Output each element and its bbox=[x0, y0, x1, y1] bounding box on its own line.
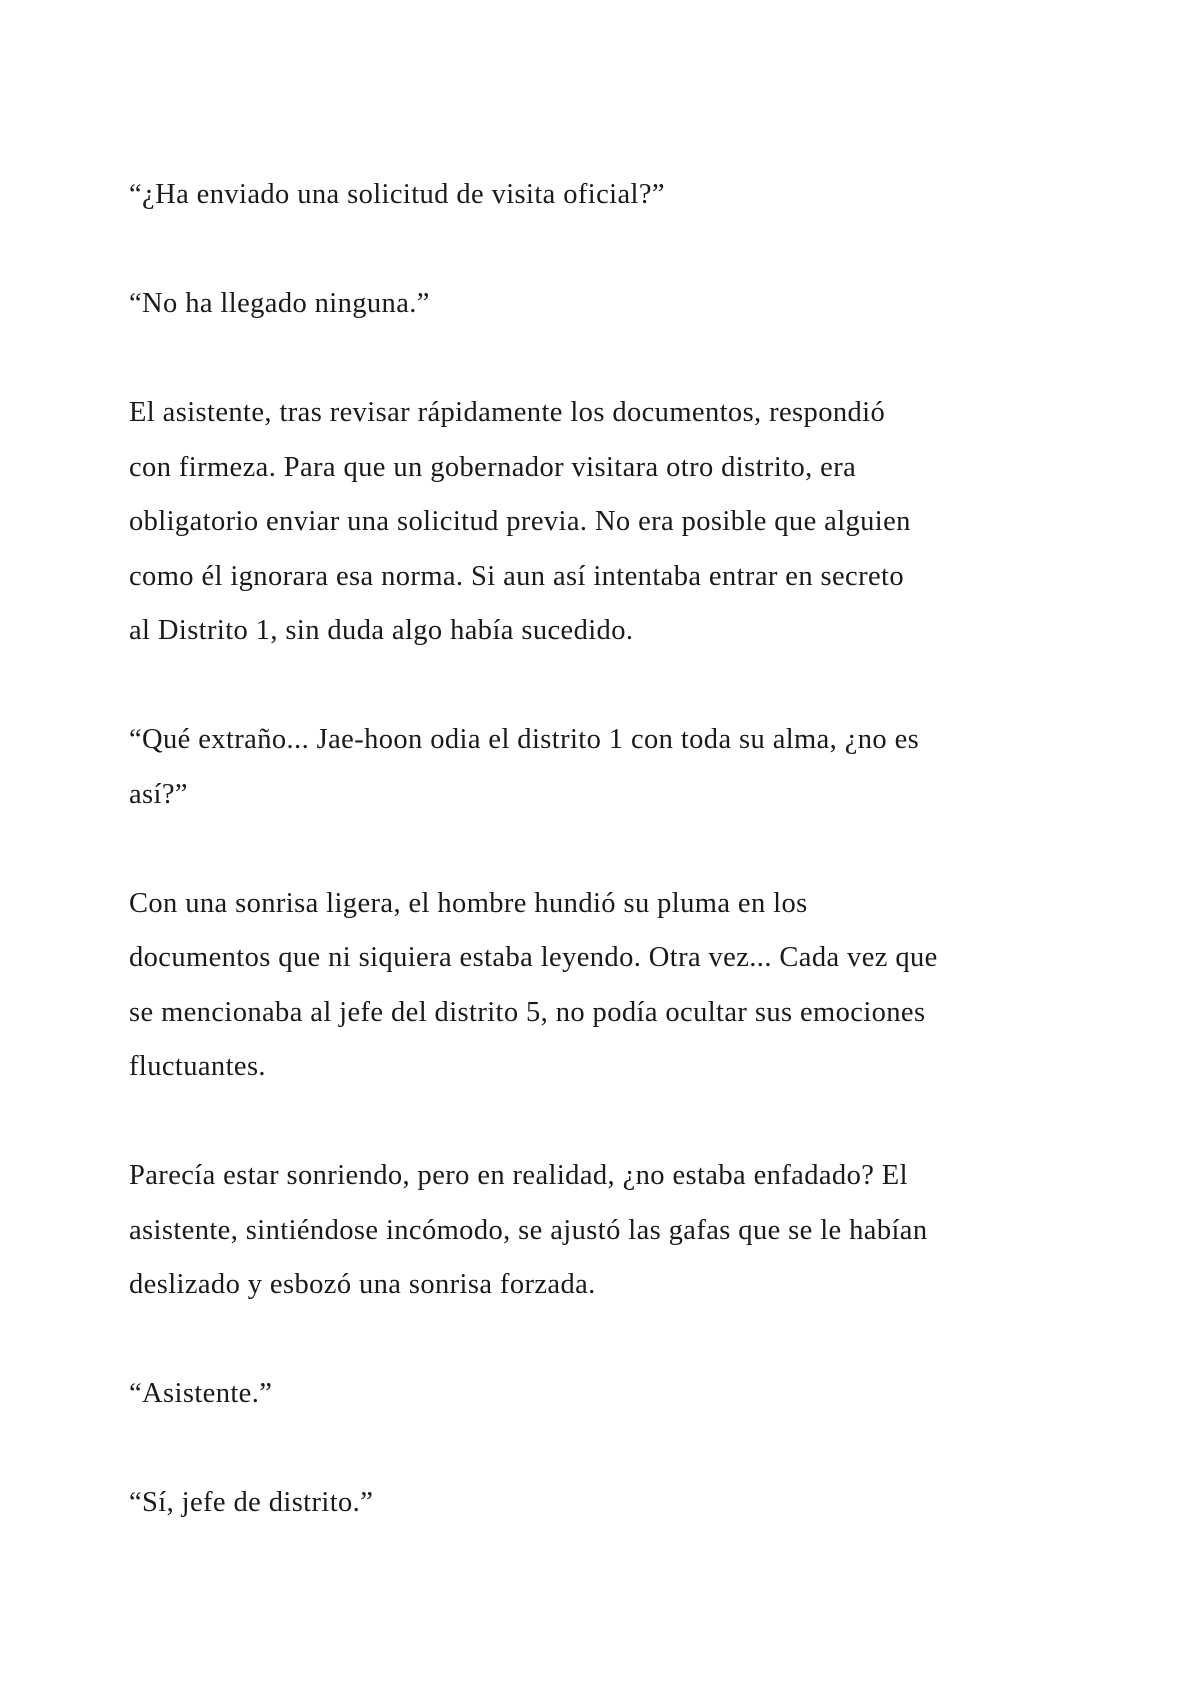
text-line: asistente, sintiéndose incómodo, se ajustó las gafas que se le habían bbox=[129, 1214, 928, 1246]
text-line: al Distrito 1, sin duda algo había sucedido. bbox=[129, 615, 634, 646]
text-line: Parecía estar sonriendo, pero en realidad, ¿no estaba enfadado? El bbox=[129, 1160, 908, 1191]
text-line: “No ha llegado ninguna.” bbox=[129, 288, 430, 319]
text-line: “Asistente.” bbox=[129, 1378, 273, 1409]
text-line: así?” bbox=[129, 778, 188, 810]
paragraph bbox=[129, 277, 1089, 332]
paragraph bbox=[129, 713, 1089, 822]
text-line: “¿Ha enviado una solicitud de visita oficial?” bbox=[129, 179, 665, 210]
text-line: deslizado y esbozó una sonrisa forzada. bbox=[129, 1269, 596, 1300]
paragraph bbox=[129, 168, 1089, 223]
text-line: como él ignorara esa norma. Si aun así intentaba entrar en secreto bbox=[129, 560, 905, 592]
document-page bbox=[129, 168, 1089, 1585]
text-line: obligatorio enviar una solicitud previa. No era posible que alguien bbox=[129, 506, 911, 537]
text-line: fluctuantes. bbox=[129, 1051, 266, 1082]
paragraph bbox=[129, 1476, 1089, 1531]
text-line: “Qué extraño... Jae-hoon odia el distrito 1 con toda su alma, ¿no es bbox=[129, 724, 920, 755]
text-line: se mencionaba al jefe del distrito 5, no podía ocultar sus emociones bbox=[129, 996, 926, 1028]
paragraph bbox=[129, 386, 1089, 659]
paragraph bbox=[129, 877, 1089, 1095]
text-line: “Sí, jefe de distrito.” bbox=[129, 1487, 374, 1518]
text-line: documentos que ni siquiera estaba leyendo. Otra vez... Cada vez que bbox=[129, 942, 938, 973]
text-line: con firmeza. Para que un gobernador visitara otro distrito, era bbox=[129, 451, 857, 483]
paragraph bbox=[129, 1149, 1089, 1313]
text-line: El asistente, tras revisar rápidamente los documentos, respondió bbox=[129, 397, 886, 428]
paragraph bbox=[129, 1367, 1089, 1422]
text-line: Con una sonrisa ligera, el hombre hundió su pluma en los bbox=[129, 887, 808, 919]
